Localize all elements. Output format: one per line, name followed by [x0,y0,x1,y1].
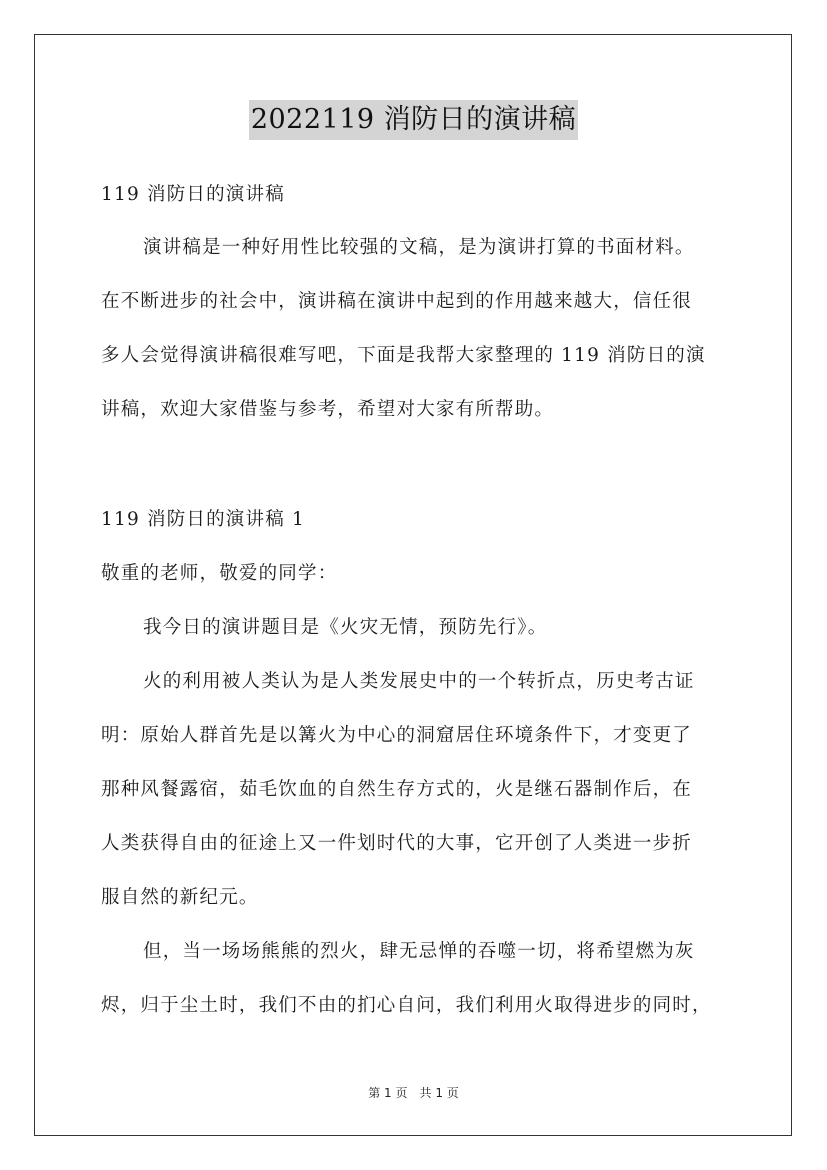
document-title: 2022119 消防日的演讲稿 [249,100,578,140]
intro-line: 在不断进步的社会中，演讲稿在演讲中起到的作用越来越大，信任很 [101,291,693,312]
paragraph-line: 烬，归于尘土时，我们不由的扪心自问，我们利用火取得进步的同时， [101,995,712,1016]
salutation: 敬重的老师，敬爱的同学： [101,563,338,584]
intro-line: 讲稿，欢迎大家借鉴与参考，希望对大家有所帮助。 [101,399,555,420]
title-container [0,100,827,140]
paragraph-line: 我今日的演讲题目是《火灾无情，预防先行》。 [143,617,548,638]
intro-line: 演讲稿是一种好用性比较强的文稿，是为演讲打算的书面材料。 [143,237,695,258]
paragraph-line: 火的利用被人类认为是人类发展史中的一个转折点，历史考古证 [143,671,695,692]
paragraph-line: 服自然的新纪元。 [101,887,259,908]
intro-line: 多人会觉得演讲稿很难写吧，下面是我帮大家整理的 119 消防日的演 [101,345,706,366]
paragraph-line: 但，当一场场熊熊的烈火，肆无忌惮的吞噬一切，将希望燃为灰 [143,941,695,962]
section-heading: 119 消防日的演讲稿 1 [101,509,305,530]
page-number: 第 1 页 共 1 页 [368,1086,459,1100]
paragraph-line: 那种风餐露宿，茹毛饮血的自然生存方式的，火是继石器制作后，在 [101,779,693,800]
paragraph-line: 明：原始人群首先是以篝火为中心的洞窟居住环境条件下，才变更了 [101,725,693,746]
subtitle: 119 消防日的演讲稿 [101,184,285,205]
paragraph-line: 人类获得自由的征途上又一件划时代的大事，它开创了人类进一步折 [101,833,693,854]
